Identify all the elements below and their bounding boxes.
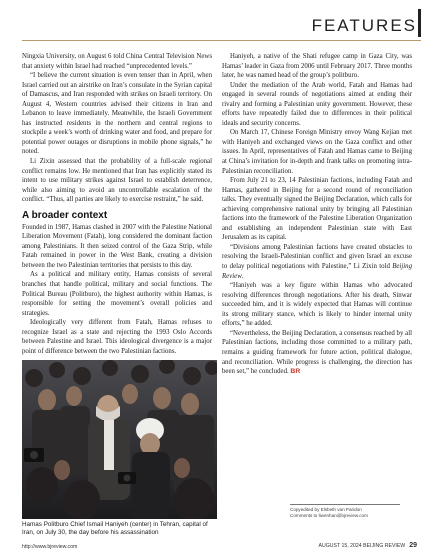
copyedit-credit: Copyedited by Elsbeth van Paridon	[290, 507, 362, 512]
quote-text: “Divisions among Palestinian factions have created obstacles to resolving the Israeli-Palestinian conflict and given Israel an excuse to delay political negotiations with Palestine,” Li Zixin told	[222, 243, 412, 271]
footer-issue	[319, 542, 417, 549]
closing-text: “Nevertheless, the Beijing Declaration, a consensus reached by all Palestinian factions, including those committed to a military path, remains a guiding framework for future action, political dialogue, and reconciliation. While progress is challenging, the direction has been set,” he concluded.	[222, 329, 412, 376]
paragraph: As a political and military entity, Hamas consists of several branches that handle political, military and social functions. The Political Bureau (Politburo), the highest authority within Hamas, is responsible for setting the movement’s overall policies and strategies.	[22, 271, 212, 317]
credits-divider	[290, 504, 400, 505]
paragraph: “Haniyeh was a key figure within Hamas who advocated resolving differences through negotiations. After his death, Sinwar succeeded him, and it is widely expected that Hamas will continue its strong military stance, which is likely to hinder internal unity efforts,” he added.	[222, 282, 412, 328]
paragraph: Ningxia University, on August 6 told China Central Television News that anxiety within Israel had reached “unprecedented levels.”	[22, 53, 212, 70]
paragraph: On March 17, Chinese Foreign Ministry envoy Wang Kejian met with Haniyeh and exchanged views on the Gaza conflict and other issues. In April, representatives of Fatah and Hamas came to Beijing at China’s invitation for in-depth and frank talks on promoting intra-Palestinian reconciliation.	[222, 129, 412, 175]
quote-end: .	[241, 272, 244, 280]
end-mark: BR	[290, 368, 301, 376]
right-column	[222, 52, 412, 377]
credits	[290, 507, 420, 519]
paragraph: “I believe the current situation is even tenser than in April, when Israel carried out an airstrike on Iran’s consulate in the Syrian capital of Damascus, and Iran responded with strikes on Israeli territory. On August 4, Western countries advised their citizens in Iran and Lebanon to leave immediately. Meanwhile, the Israeli Government has instructed residents in the northern and central regions to stockpile a week’s worth of drinking water and food, and prepare for potential power outages or disruptions in mobile phone signals,” he noted.	[22, 72, 212, 156]
photo-caption: Hamas Politburo Chief Ismail Haniyeh (center) in Tehran, capital of Iran, on July 30, the day before his assassination	[22, 521, 208, 537]
paragraph: Under the mediation of the Arab world, Fatah and Hamas had engaged in several rounds of negotiations aimed at ending their rivalry and forming a Palestinian unity government. However, these efforts have repeatedly failed due to differences in their political ideals and security concerns.	[222, 81, 412, 127]
paragraph	[222, 329, 412, 377]
paragraph: Ideologically very different from Fatah, Hamas refuses to recognize Israel as a state and rejecting the 1993 Oslo Accords between Palestine and Israel. This ideological divergence is a major point of difference between the two Palestinian factions.	[22, 319, 212, 355]
footer-url[interactable]: http://www.bjreview.com	[22, 544, 78, 550]
paragraph: Li Zixin assessed that the probability of a full-scale regional conflict remains low. He mentioned that Iran has explicitly stated its intent to use military strikes against Israel to establish deterrence, while also aiming to avoid an uncontrollable escalation of the conflict. “Thus, all parties are likely to exercise restraint,” he said.	[22, 158, 212, 204]
left-column	[22, 52, 212, 356]
crowd-illustration	[22, 360, 217, 519]
subheading: A broader context	[22, 209, 108, 221]
header-divider	[22, 40, 421, 41]
page-header	[0, 0, 427, 40]
paragraph: Founded in 1987, Hamas clashed in 2007 with the Palestine National Liberation Movement (Fatah), long considered the dominant faction among Palestinians. It then seized control of the Gaza Strip, while Fatah remained in power in the West Bank, creating a division between the two Palestinian territories that persists to this day.	[22, 223, 212, 269]
news-photo	[22, 360, 217, 519]
comments-email[interactable]: Comments to liwenhan@bjreview.com	[290, 513, 368, 518]
section-title: FEATURES	[311, 16, 417, 35]
paragraph: From July 21 to 23, 14 Palestinian factions, including Fatah and Hamas, gathered in Beijing for a second round of reconciliation talks. They eventually signed the Beijing Declaration, which calls for achieving comprehensive national unity by bringing all Palestinian factions into the framework of the Palestine Liberation Organization and establishing an independent Palestinian state with East Jerusalem as its capital.	[222, 177, 412, 242]
publication-name: Beijing Review	[222, 263, 412, 280]
issue-text: AUGUST 15, 2024 BEIJING REVIEW	[318, 543, 406, 549]
section-bar	[418, 9, 421, 37]
paragraph	[222, 243, 412, 281]
page-number: 29	[409, 542, 417, 549]
paragraph: Haniyeh, a native of the Shati refugee camp in Gaza City, was Hamas’ leader in Gaza from 2006 until February 2017. Three months later, he was named head of the group’s politburo.	[222, 53, 412, 80]
